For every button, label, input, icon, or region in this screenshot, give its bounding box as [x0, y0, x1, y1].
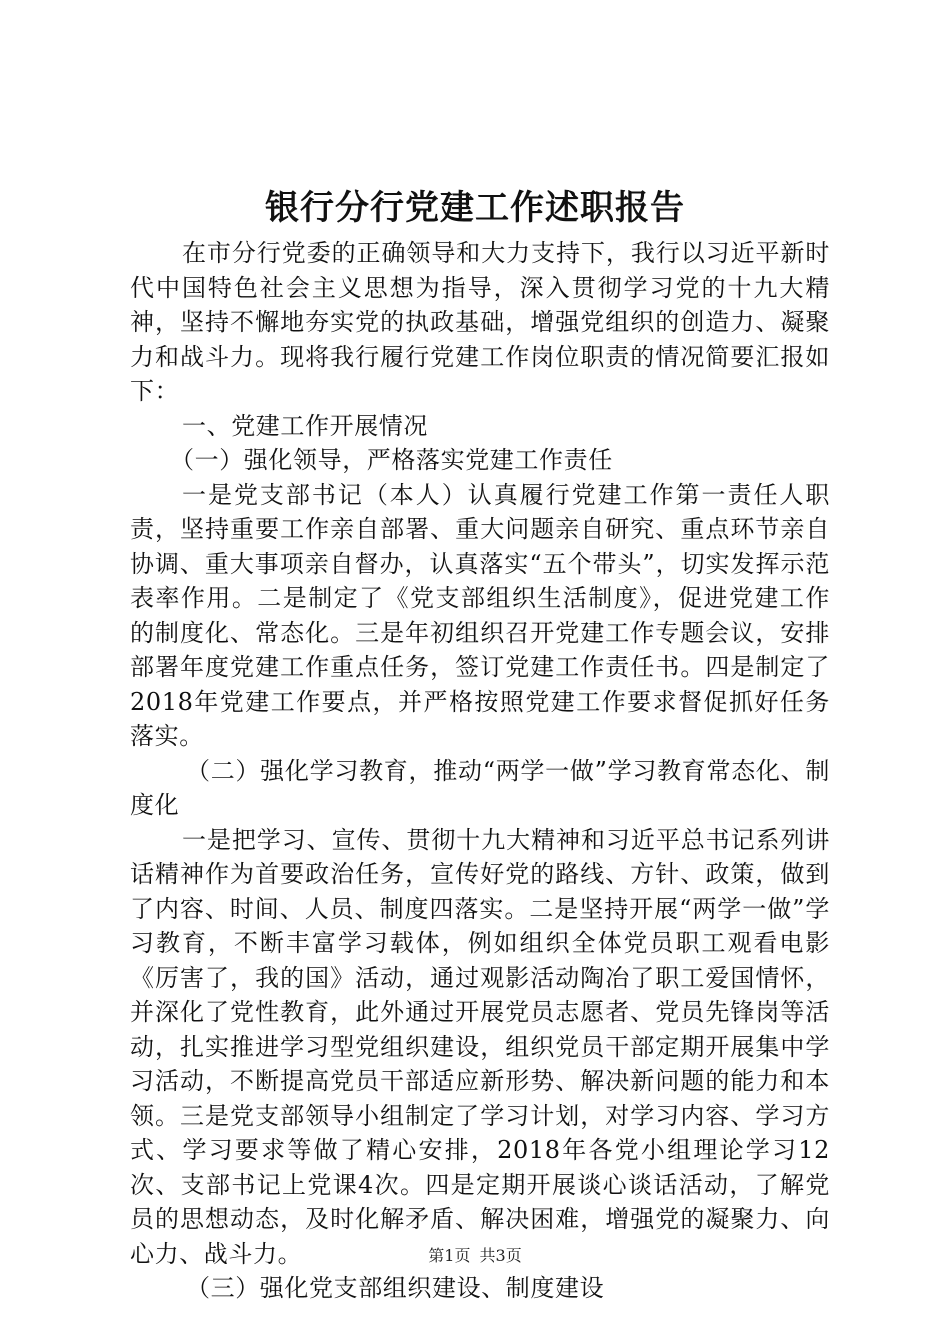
page-total: 共3页 — [479, 1246, 522, 1265]
intro-paragraph: 在市分行党委的正确领导和大力支持下，我行以习近平新时代中国特色社会主义思想为指导，深入贯彻学习党的十九大精神，坚持不懈地夯实党的执政基础，增强党组织的创造力、凝聚力和战斗力。现将我行履行党建工作岗位职责的情况简要汇报如下： — [130, 239, 830, 405]
section-heading-1: 一、党建工作开展情况 — [182, 411, 428, 440]
subsection-heading-2: （二）强化学习教育，推动“两学一做”学习教育常态化、制度化 — [130, 756, 830, 819]
subsection-heading-1: （一）强化领导，严格落实党建工作责任 — [170, 446, 613, 474]
subsection-heading-3: （三）强化党支部组织建设、制度建设 — [186, 1274, 605, 1302]
document-body — [130, 236, 830, 1306]
document-title: 银行分行党建工作述职报告 — [265, 188, 685, 228]
page-footer — [0, 1246, 950, 1266]
subsection-2-paragraph: 一是把学习、宣传、贯彻十九大精神和习近平总书记系列讲话精神作为首要政治任务，宣传好党的路线、方针、政策，做到了内容、时间、人员、制度四落实。二是坚持开展“两学一做”学习教育，不断丰富学习载体，例如组织全体党员职工观看电影《厉害了，我的国》活动，通过观影活动陶冶了职工爱国情怀，并深化了党性教育，此外通过开展党员志愿者、党员先锋岗等活动，扎实推进学习型党组织建设，组织党员干部定期开展集中学习活动，不断提高党员干部适应新形势、解决新问题的能力和本领。三是党支部领导小组制定了学习计划，对学习内容、学习方式、学习要求等做了精心安排，2018年各党小组理论学习12次、支部书记上党课4次。四是定期开展谈心谈话活动，了解党员的思想动态，及时化解矛盾、解决困难，增强党的凝聚力、向心力、战斗力。 — [130, 825, 830, 1268]
page-number: 第1页 — [428, 1246, 471, 1265]
subsection-1-paragraph: 一是党支部书记（本人）认真履行党建工作第一责任人职责，坚持重要工作亲自部署、重大问题亲自研究、重点环节亲自协调、重大事项亲自督办，认真落实“五个带头”，切实发挥示范表率作用。二是制定了《党支部组织生活制度》，促进党建工作的制度化、常态化。三是年初组织召开党建工作专题会议，安排部署年度党建工作重点任务，签订党建工作责任书。四是制定了2018年党建工作要点，并严格按照党建工作要求督促抓好任务落实。 — [130, 480, 830, 750]
